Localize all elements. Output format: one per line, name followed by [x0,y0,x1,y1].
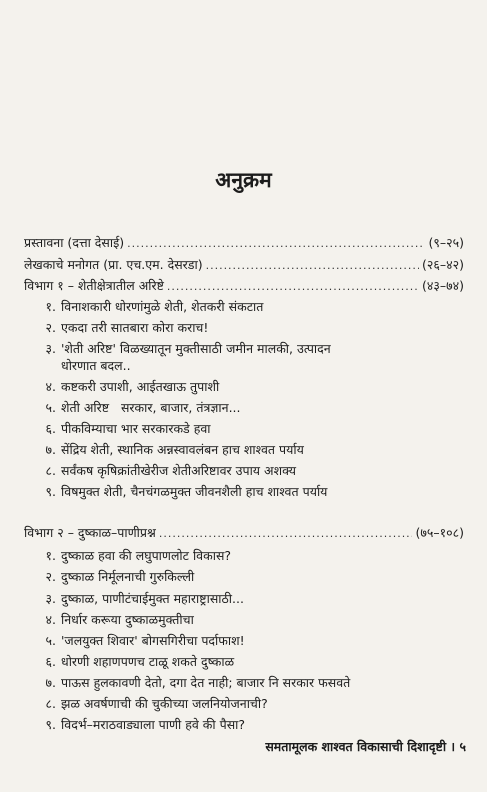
list-item: ३. 'शेती अरिष्ट' विळख्यातून मुक्तीसाठी जमीन मालकी, उत्पादन [45,341,331,356]
item-text: विषमुक्त शेती, चैनचंगळमुक्त जीवनशैली हाच शाश्वत पर्याय [61,484,328,499]
item-text: पाऊस हुलकावणी देतो, दगा देत नाही; बाजार नि सरकार फसवते [61,675,351,690]
toc-entry-author-note [24,256,464,273]
section-label: विभाग १ – शेतीक्षेत्रातील अरिष्टे [24,278,164,293]
list-item: २. दुष्काळ निर्मूलनाची गुरुकिल्ली [45,569,195,584]
list-item: ९. विषमुक्त शेती, चैनचंगळमुक्त जीवनशैली हाच शाश्वत पर्याय [45,484,328,499]
item-text: पीकविम्याचा भार सरकारकडे हवा [61,421,211,436]
toc-section-1 [24,277,464,294]
item-text: धोरणी शहाणपणच टाळू शकते दुष्काळ [61,654,235,669]
list-item: ५. 'जलयुक्त शिवार' बोगसगिरीचा पर्दाफाश! [45,633,245,648]
list-item: ७. सेंद्रिय शेती, स्थानिक अन्नस्वावलंबन हाच शाश्वत पर्याय [45,442,304,457]
item-text: सेंद्रिय शेती, स्थानिक अन्नस्वावलंबन हाच शाश्वत पर्याय [61,442,304,457]
list-item-continuation [30,357,450,374]
item-text: सर्वंकष कृषिक्रांतीखेरीज शेतीअरिष्टावर उपाय अशक्य [61,463,297,478]
list-item: ७. पाऊस हुलकावणी देतो, दगा देत नाही; बाजार नि सरकार फसवते [45,675,351,690]
toc-entry-label: लेखकाचे मनोगत (प्रा. एच.एम. देसरडा) [24,257,203,272]
item-text: विनाशकारी धोरणांमुळे शेती, शेतकरी संकटात [61,299,264,314]
toc-entry-pages: (२६–४२) [421,257,464,272]
page-title: अनुक्रम [215,168,272,192]
toc-entry-pages: (९–२५) [428,235,464,250]
leader-dots [127,237,425,250]
item-text-cont: धोरणात बदल.. [61,358,131,373]
section-label: विभाग २ – दुष्काळ–पाणीप्रश्न [24,525,156,540]
page-footer: समतामूलक शाश्वत विकासाची दिशादृष्टी । ५ [265,739,466,754]
list-item: ८. झळ अवर्षणाची की चुकीच्या जलनियोजनाची? [45,696,268,711]
list-item: ८. सर्वंकष कृषिक्रांतीखेरीज शेतीअरिष्टावर उपाय अशक्य [45,463,297,478]
leader-dots [167,280,419,293]
item-text: दुष्काळ, पाणीटंचाईमुक्त महाराष्ट्रासाठी... [61,591,244,606]
section-pages: (४३–७४) [421,278,464,293]
section-pages: (७५–१०८) [415,525,464,540]
item-text: 'जलयुक्त शिवार' बोगसगिरीचा पर्दाफाश! [61,633,245,648]
list-item: ४. कष्टकरी उपाशी, आईतखाऊ तुपाशी [45,379,220,394]
leader-dots [159,527,413,540]
list-item: ४. निर्धार करूया दुष्काळमुक्तीचा [45,612,194,627]
list-item: ६. धोरणी शहाणपणच टाळू शकते दुष्काळ [45,654,235,669]
item-text: झळ अवर्षणाची की चुकीच्या जलनियोजनाची? [61,696,268,711]
list-item: ३. दुष्काळ, पाणीटंचाईमुक्त महाराष्ट्रासाठी... [45,591,244,606]
list-item: १. विनाशकारी धोरणांमुळे शेती, शेतकरी संकटात [45,299,264,314]
list-item: ६. पीकविम्याचा भार सरकारकडे हवा [45,421,211,436]
list-item: १. दुष्काळ हवा की लघुपाणलोट विकास? [45,548,232,563]
item-text: एकदा तरी सातबारा कोरा कराच! [61,320,209,335]
item-text: कष्टकरी उपाशी, आईतखाऊ तुपाशी [61,379,220,394]
item-text: विदर्भ–मराठवाड्याला पाणी हवे की पैसा? [61,717,246,732]
item-text: निर्धार करूया दुष्काळमुक्तीचा [61,612,194,627]
toc-entry-label: प्रस्तावना (दत्ता देसाई) [24,235,125,250]
list-item: ५. शेती अरिष्ट सरकार, बाजार, तंत्रज्ञान... [45,400,241,415]
toc-entry-preface [24,234,464,251]
toc-section-2 [24,524,464,541]
item-text: 'शेती अरिष्ट' विळख्यातून मुक्तीसाठी जमीन मालकी, उत्पादन [61,341,331,356]
list-item: २. एकदा तरी सातबारा कोरा कराच! [45,320,209,335]
item-text: शेती अरिष्ट सरकार, बाजार, तंत्रज्ञान... [61,400,241,415]
leader-dots [206,259,419,272]
list-item: ९. विदर्भ–मराठवाड्याला पाणी हवे की पैसा? [45,717,246,732]
item-text: दुष्काळ निर्मूलनाची गुरुकिल्ली [61,569,195,584]
item-text: दुष्काळ हवा की लघुपाणलोट विकास? [61,548,232,563]
